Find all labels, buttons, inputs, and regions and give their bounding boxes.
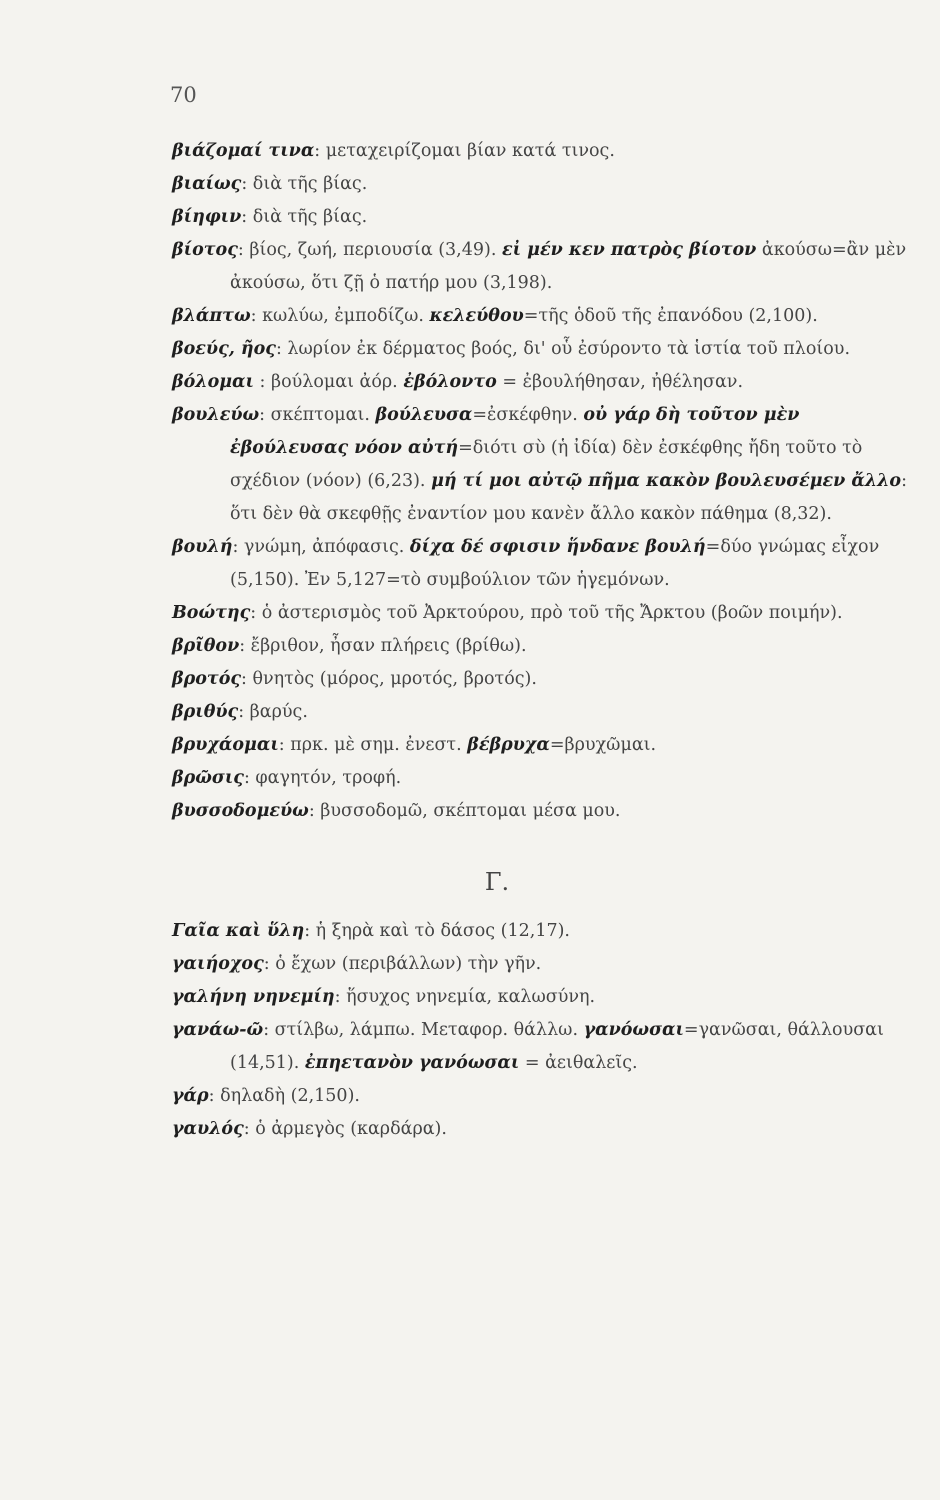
entry-definition: : δηλαδὴ (2,150). [208, 1086, 360, 1106]
entry-quotation: εἰ μέν κεν πατρὸς βίοτον [501, 240, 757, 260]
dictionary-entry [172, 981, 912, 1014]
entry-headword: γαυλός [172, 1119, 244, 1139]
entry-quotation: μή τί μοι αὐτῷ πῆμα κακὸν βουλευσέμεν ἄλλο [431, 471, 902, 491]
entry-definition: =διότι σὺ (ἡ ἰδία) δὲν ἐσκέφθης ἤδη τοῦτο τὸ σχέδιον (νόον) (6,23). [230, 438, 863, 491]
entry-definition: : πρκ. μὲ σημ. ἐνεστ. [278, 735, 468, 755]
dictionary-entry [172, 366, 912, 399]
dictionary-entry [172, 795, 912, 828]
entry-definition: : βαρύς. [238, 702, 308, 722]
entry-headword: βιαίως [172, 174, 242, 194]
entry-headword: βίοτος [172, 240, 238, 260]
entry-headword: γαιήοχος [172, 954, 264, 974]
entry-definition: : ἡ ξηρὰ καὶ τὸ δάσος (12,17). [304, 921, 570, 941]
entry-headword: βρυχάομαι [172, 735, 279, 755]
entry-definition: : βίος, ζωή, περιουσία (3,49). [237, 240, 502, 260]
dictionary-entry [172, 333, 912, 366]
entry-definition: : διὰ τῆς βίας. [241, 207, 368, 227]
page-number: 70 [170, 83, 197, 107]
entry-definition: : διὰ τῆς βίας. [241, 174, 368, 194]
entry-quotation: γανόωσαι [583, 1020, 684, 1040]
dictionary-entry [172, 729, 912, 762]
dictionary-entry [172, 201, 912, 234]
entry-headword: βουλή [172, 537, 233, 557]
dictionary-entry [172, 168, 912, 201]
dictionary-entries [172, 135, 912, 1146]
dictionary-entry [172, 597, 912, 630]
entry-definition: = ἀειθαλεῖς. [519, 1053, 638, 1073]
entry-definition: : ἔβριθον, ἦσαν πλήρεις (βρίθω). [239, 636, 527, 656]
entry-quotation: οὐ γάρ δὴ τοῦτον μὲν ἐβούλευσας νόον αὐτή [230, 405, 800, 458]
entry-quotation: ἐβόλοντο [403, 372, 497, 392]
entry-headword: Βοώτης [172, 603, 251, 623]
entry-headword: βρῶσις [172, 768, 244, 788]
entry-definition: : φαγητόν, τροφή. [243, 768, 402, 788]
dictionary-entry [172, 948, 912, 981]
dictionary-entry [172, 300, 912, 333]
dictionary-entry [172, 1014, 912, 1080]
entry-headword: βόλομαι [172, 372, 254, 392]
entry-definition: : βούλομαι ἀόρ. [253, 372, 404, 392]
entry-quotation: βούλευσα [375, 405, 473, 425]
entries-group-gamma [172, 915, 912, 1146]
entry-definition: =γανῶσαι, θάλλουσαι (14,51). [230, 1020, 884, 1073]
entry-headword: γάρ [172, 1086, 209, 1106]
entry-definition: : στίλβω, λάμπω. Μεταφορ. θάλλω. [263, 1020, 584, 1040]
dictionary-entry [172, 762, 912, 795]
dictionary-entry [172, 915, 912, 948]
entry-headword: γανάω-ῶ [172, 1020, 264, 1040]
dictionary-entry [172, 234, 912, 300]
entry-definition: =τῆς ὁδοῦ τῆς ἐπανόδου (2,100). [523, 306, 818, 326]
entry-quotation: ἐπηετανὸν γανόωσαι [304, 1053, 520, 1073]
dictionary-entry [172, 663, 912, 696]
entry-headword: Γαῖα καὶ ὕλη [172, 921, 305, 941]
entry-definition: : λωρίον ἐκ δέρματος βοός, δι' οὗ ἐσύροντο τὰ ἱστία τοῦ πλοίου. [275, 339, 851, 359]
entry-headword: βριθύς [172, 702, 239, 722]
dictionary-entry [172, 630, 912, 663]
entry-headword: βλάπτω [172, 306, 251, 326]
entry-definition: =βρυχῶμαι. [549, 735, 657, 755]
entry-definition: : θνητὸς (μόρος, μροτός, βροτός). [241, 669, 537, 689]
entry-definition: ἀκούσω=ἂν μὲν ἀκούσω, ὅτι ζῇ ὁ πατήρ μου (3,198). [230, 240, 907, 293]
entry-headword: βιάζομαί τινα [172, 141, 315, 161]
dictionary-entry [172, 1113, 912, 1146]
entry-quotation: κελεύθου [429, 306, 524, 326]
entry-headword: βυσσοδομεύω [172, 801, 309, 821]
entry-definition: : σκέπτομαι. [259, 405, 376, 425]
dictionary-entry [172, 1080, 912, 1113]
dictionary-entry [172, 135, 912, 168]
entry-headword: γαλήνη νηνεμίη [172, 987, 335, 1007]
entry-definition: =δύο γνώμας εἶχον (5,150). Ἐν 5,127=τὸ συμβούλιον τῶν ἡγεμόνων. [230, 537, 880, 590]
entry-definition: : κωλύω, ἐμποδίζω. [250, 306, 430, 326]
entry-definition: : ὁ ἔχων (περιβάλλων) τὴν γῆν. [263, 954, 542, 974]
entry-definition: = ἐβουλήθησαν, ἠθέλησαν. [496, 372, 744, 392]
section-heading-gamma: Γ. [484, 868, 510, 896]
entry-definition: : βυσσοδομῶ, σκέπτομαι μέσα μου. [308, 801, 621, 821]
dictionary-entry [172, 696, 912, 729]
entry-definition: : γνώμη, ἀπόφασις. [232, 537, 410, 557]
entry-headword: βρῖθον [172, 636, 240, 656]
dictionary-entry [172, 531, 912, 597]
entry-definition: : ἥσυχος νηνεμία, καλωσύνη. [334, 987, 596, 1007]
entry-quotation: δίχα δέ σφισιν ἥνδανε βουλή [409, 537, 706, 557]
dictionary-entry [172, 399, 912, 531]
entry-quotation: βέβρυχα [467, 735, 550, 755]
entry-headword: βουλεύω [172, 405, 260, 425]
entry-headword: βροτός [172, 669, 242, 689]
entry-headword: βίηφιν [172, 207, 242, 227]
entry-definition: : ὁ ἀστερισμὸς τοῦ Ἀρκτούρου, πρὸ τοῦ τῆς Ἄρκτου (βοῶν ποιμήν). [250, 603, 843, 623]
entry-definition: : μεταχειρίζομαι βίαν κατά τινος. [314, 141, 615, 161]
entries-group-beta [172, 135, 912, 828]
entry-definition: : ὅτι δὲν θὰ σκεφθῇς ἐναντίον μου κανὲν ἄλλο κακὸν πάθημα (8,32). [230, 471, 908, 524]
entry-definition: =ἐσκέφθην. [472, 405, 584, 425]
entry-definition: : ὁ ἀρμεγὸς (καρδάρα). [243, 1119, 447, 1139]
entry-headword: βοεύς, ῆος [172, 339, 276, 359]
